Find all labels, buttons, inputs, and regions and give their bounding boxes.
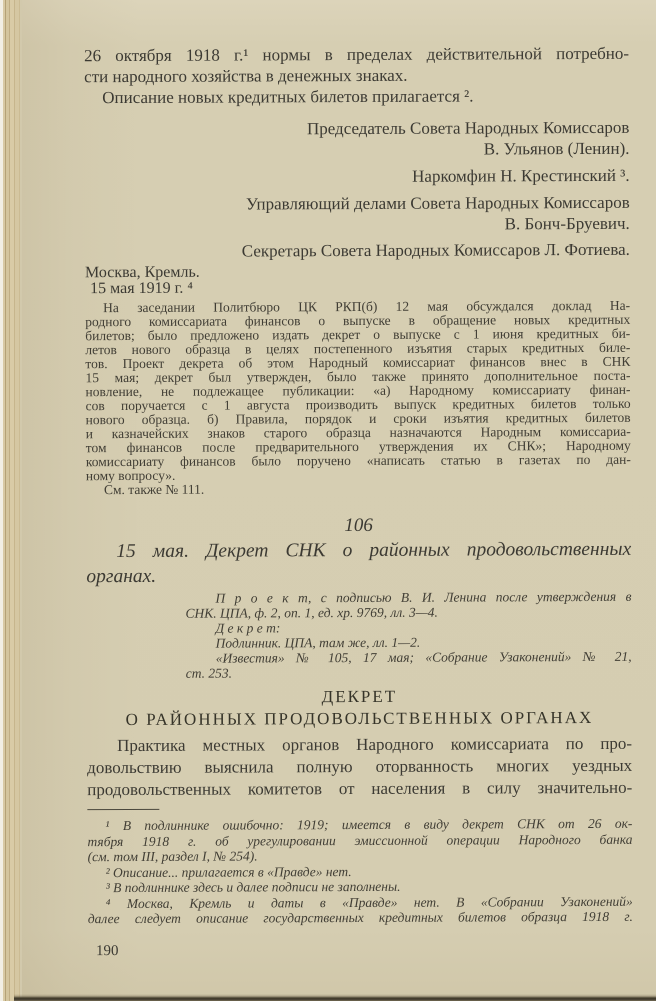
text-line: билетов; было предложено издать декрет о выпуске с 1 июня кредитных би- bbox=[85, 325, 631, 344]
text-line: Практика местных органов Народного комиссариата по про- bbox=[117, 733, 633, 756]
text-line: новление, не подлежащее публикации: «а) Народному комиссариату финан- bbox=[85, 381, 631, 400]
paragraph-continuation bbox=[84, 43, 629, 87]
text-line: ⁴ Москва, Кремль и даты в «Правде» нет. В «Собрании Узаконений» bbox=[105, 893, 633, 911]
text-line: 15 мая. Декрет СНК о районных продовольственных bbox=[116, 538, 632, 563]
text-line: Наркомфин Н. Крестинский ³. bbox=[412, 165, 630, 186]
text-line: нового образца. б) Правила, порядок и сроки изъятия кредитных билетов bbox=[85, 409, 631, 428]
text-line: 15 мая; декрет был утвержден, было также принято дополнительное поста- bbox=[85, 367, 631, 386]
text-line: ³ В подлиннике здесь и далее подписи не заполнены. bbox=[105, 878, 401, 896]
text-line: В. Бонч-Бруевич. bbox=[504, 213, 630, 234]
text-line: ДЕКРЕТ bbox=[321, 686, 398, 707]
dateline bbox=[85, 263, 630, 297]
text-line: продовольственных комитетов от населения в силу значительно- bbox=[87, 777, 633, 800]
text-line: Подлинник. ЦПА, там же, лл. 1—2. bbox=[215, 634, 421, 651]
text-line: органах. bbox=[86, 565, 157, 588]
text-line: ² Описание... прилагается в «Правде» нет. bbox=[105, 863, 352, 880]
signature-chairman bbox=[84, 117, 629, 161]
text-line: ст. 253. bbox=[185, 665, 233, 681]
text-line: 15 мая 1919 г. ⁴ bbox=[90, 279, 193, 298]
page-content bbox=[84, 43, 633, 960]
document-title bbox=[86, 537, 631, 589]
text-line: Секретарь Совета Народных Комиссаров Л. Фотиева. bbox=[241, 239, 630, 261]
see-also-note bbox=[86, 481, 631, 497]
text-line: (см. том III, раздел I, № 254). bbox=[87, 848, 258, 865]
text-line: том финансов после предварительного утверждения их СНК»; Народному bbox=[85, 437, 631, 456]
signature-narkomfin bbox=[85, 165, 630, 188]
page-number: 190 bbox=[95, 942, 119, 959]
text-line: сти народного хозяйства в денежных знаках. bbox=[84, 65, 408, 87]
text-line: 26 октября 1918 г.¹ нормы в пределах действительной потребно- bbox=[84, 43, 630, 66]
text-line: Управляющий делами Совета Народных Комиссаров bbox=[245, 192, 630, 214]
signature-secretary bbox=[85, 239, 630, 262]
text-line: Москва, Кремль. bbox=[84, 263, 200, 282]
text-line: Д е к р е т: bbox=[215, 620, 281, 636]
footnote-1 bbox=[87, 816, 632, 865]
text-line: и казначейских знаков старого образца назначаются Народным комиссариа- bbox=[85, 423, 631, 442]
footnotes bbox=[87, 816, 632, 927]
text-line: летов нового образца в целях постепенного изъятия старых кредитных биле- bbox=[85, 339, 631, 358]
decree-heading bbox=[87, 685, 632, 731]
text-line: На заседании Политбюро ЦК РКП(б) 12 мая обсуждался доклад На- bbox=[103, 297, 631, 316]
text-line: «Известия» № 105, 17 мая; «Собрание Узаконений» № 21, bbox=[215, 648, 632, 666]
signature-administrator bbox=[85, 192, 630, 236]
page-bottom-edge bbox=[14, 994, 656, 1001]
text-line: П р о е к т, с подписью В. И. Ленина после утверждения в bbox=[215, 588, 632, 606]
text-line: См. также № 111. bbox=[103, 481, 205, 498]
document-number: 106 bbox=[344, 514, 373, 537]
text-line: СНК. ЦПА, ф. 2, оп. 1, ед. хр. 9769, лл. 3—4. bbox=[185, 604, 438, 621]
text-line: ¹ В подлиннике ошибочно: 1919; имеется в виду декрет СНК от 26 ок- bbox=[105, 815, 633, 834]
paragraph-description bbox=[84, 85, 629, 108]
decree-body bbox=[87, 733, 632, 801]
text-line: тов. Проект декрета об этом Народный комиссариат финансов внес в СНК bbox=[85, 353, 631, 372]
text-line: тября 1918 г. об урегулировании эмиссионной операции Народного банка bbox=[87, 831, 633, 849]
text-line: Описание новых кредитных билетов прилагается ². bbox=[102, 86, 474, 108]
text-line: комиссариату финансов было поручено «написать статью в газетах по дан- bbox=[85, 451, 631, 470]
text-line: далее следует описание государственных кредитных билетов образца 1918 г. bbox=[87, 908, 633, 927]
text-line: сов поручается с 1 августа производить выпуск кредитных билетов только bbox=[85, 395, 631, 414]
book-spine-edge bbox=[0, 0, 22, 1001]
text-line: довольствию выяснила полную оторванность многих уездных bbox=[87, 755, 633, 778]
text-line: родного комиссариата финансов о выпуске в обращение новых кредитных bbox=[85, 311, 631, 330]
footnote-4 bbox=[88, 893, 633, 926]
footnote-separator bbox=[87, 809, 159, 810]
text-line: О РАЙОННЫХ ПРОДОВОЛЬСТВЕННЫХ ОРГАНАХ bbox=[125, 707, 594, 730]
source-references bbox=[185, 589, 631, 681]
text-line: ному вопросу». bbox=[85, 467, 176, 484]
text-line: В. Ульянов (Ленин). bbox=[483, 138, 630, 159]
editorial-commentary bbox=[85, 299, 631, 483]
text-line: Председатель Совета Народных Комиссаров bbox=[306, 117, 630, 139]
